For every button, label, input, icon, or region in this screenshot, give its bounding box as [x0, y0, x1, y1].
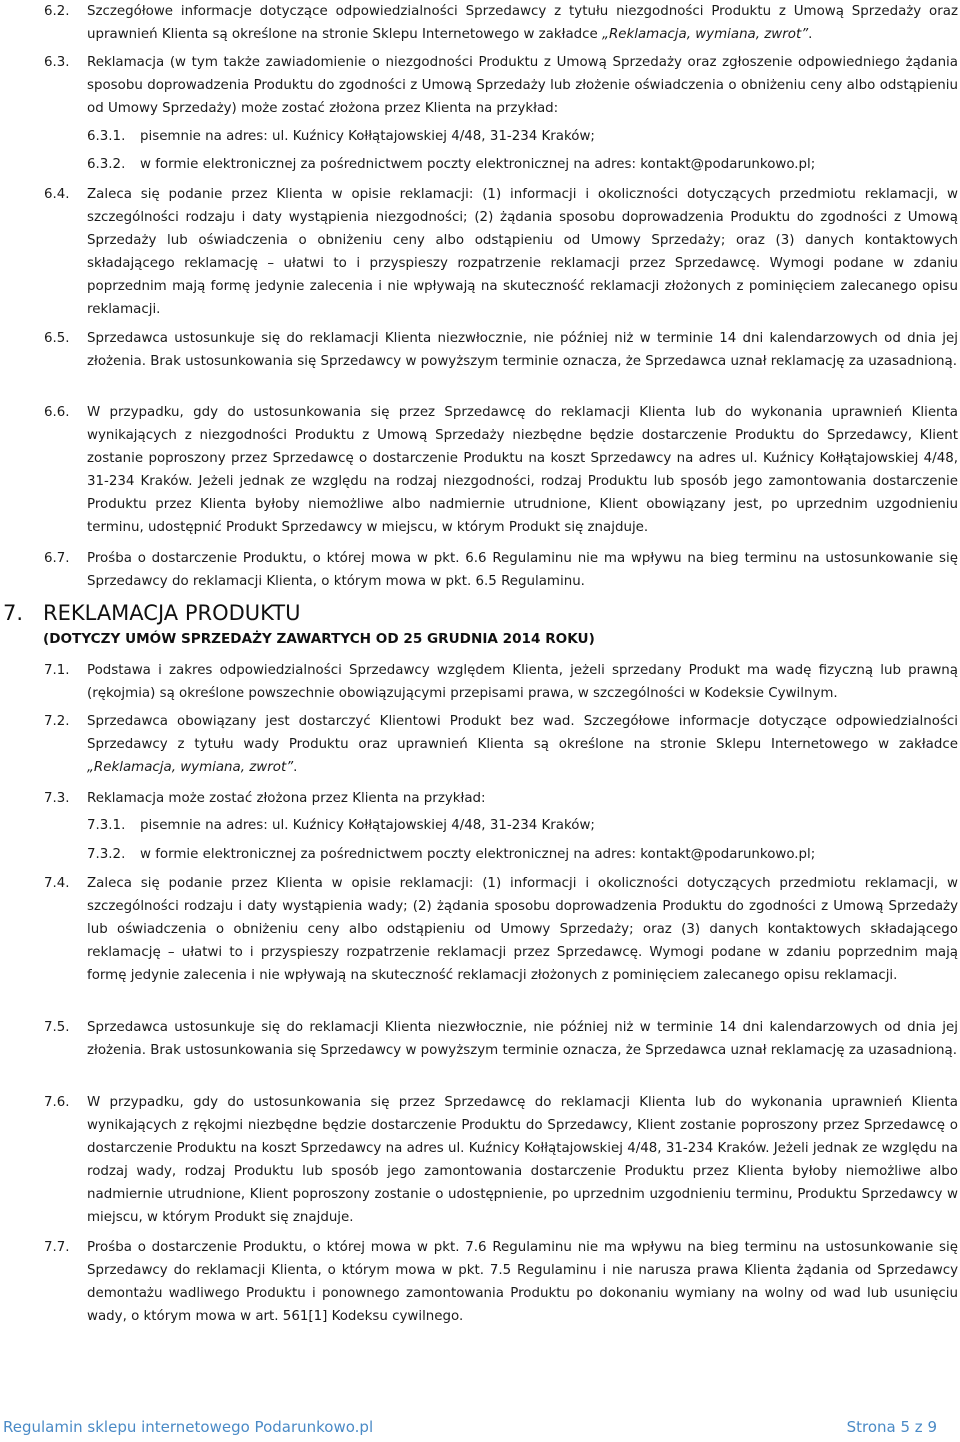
clause-text: W przypadku, gdy do ustosunkowania się przez Sprzedawcę do reklamacji Klienta lub do wykonania uprawnień Klienta wynikających z niezgodności Produktu z Umową Sprzedaży niezbędne będzie dostarczenie Produktu do Sprzedawcy, Klient zostanie poproszony przez Sprzedawcę o dostarczenie Produktu na koszt Sprzedawcy na adres ul. Kuźnicy Kołłątajowskiej 4/48, 31-234 Kraków. Jeżeli jednak ze względu na rodzaj niezgodności, rodzaj Produktu lub sposób jego zamontowania dostarczenie Produktu przez Klienta byłoby niemożliwe albo nadmiernie utrudnione, Klient obowiązany jest, po uprzednim uzgodnieniu terminu, udostępnić Produkt Sprzedawcy w miejscu, w którym Produkt się znajduje. — [87, 405, 958, 535]
clause-text: Prośba o dostarczenie Produktu, o której mowa w pkt. 6.6 Regulaminu nie ma wpływu na bieg terminu na ustosunkowanie się Sprzedawcy do reklamacji Klienta, o którym mowa w pkt. 6.5 Regulaminu. — [87, 551, 958, 589]
clause-7-5 — [0, 1016, 960, 1062]
clause-text: Sprzedawca ustosunkuje się do reklamacji Klienta niezwłocznie, nie później niż w terminie 14 dni kalendarzowych od dnia jej złożenia. Brak ustosunkowania się Sprzedawcy w powyższym terminie oznacza, że Sprzedawca uznał reklamację za uzasadnioną. — [87, 331, 958, 369]
clause-text-part: Szczegółowe informacje dotyczące odpowiedzialności Sprzedawcy z tytułu niezgodności Produktu z Umową Sprzedaży oraz uprawnień Klienta są określone na stronie Sklepu Internetowego w zakładce — [87, 4, 958, 42]
clause-number: 7.2. — [44, 714, 70, 729]
clause-number: 7.3.2. — [87, 847, 126, 862]
tab-name-italic: „Reklamacja, wymiana, zwrot” — [602, 27, 809, 42]
clause-text: pisemnie na adres: ul. Kuźnicy Kołłątajowskiej 4/48, 31-234 Kraków; — [140, 818, 595, 833]
clause-text: Podstawa i zakres odpowiedzialności Sprzedawcy względem Klienta, jeżeli sprzedany Produkt ma wadę fizyczną lub prawną (rękojmia) są określone powszechnie obowiązującymi przepisami prawa, w szczególności w Kodeksie Cywilnym. — [87, 663, 958, 701]
clause-7-2 — [0, 710, 960, 779]
clause-text-part: Sprzedawca obowiązany jest dostarczyć Klientowi Produkt bez wad. Szczegółowe informacje dotyczące odpowiedzialności Sprzedawcy z tytułu wady Produktu oraz uprawnień Klienta są określone na stronie Sklepu Internetowego w zakładce — [87, 714, 958, 752]
clause-number: 7.1. — [44, 663, 70, 678]
clause-number: 6.5. — [44, 331, 70, 346]
clause-number: 7.6. — [44, 1095, 70, 1110]
clause-number: 6.2. — [44, 4, 70, 19]
clause-7-3-2 — [87, 843, 957, 866]
tab-name-italic: „Reklamacja, wymiana, zwrot” — [87, 760, 294, 775]
clause-6-5 — [0, 327, 960, 373]
clause-number: 7.3. — [44, 791, 70, 806]
clause-number: 6.6. — [44, 405, 70, 420]
clause-number: 6.3.1. — [87, 129, 126, 144]
clause-number: 6.3.2. — [87, 157, 126, 172]
clause-7-3 — [0, 787, 960, 810]
clause-7-4 — [0, 872, 960, 987]
clause-number: 6.3. — [44, 55, 70, 70]
page-footer — [0, 1418, 937, 1442]
clause-6-4 — [0, 183, 960, 321]
clause-number: 7.7. — [44, 1240, 70, 1255]
clause-text: w formie elektronicznej za pośrednictwem poczty elektronicznej na adres: kontakt@podarunkowo.pl; — [140, 847, 816, 862]
clause-6-6 — [0, 401, 960, 539]
clause-text: w formie elektronicznej za pośrednictwem poczty elektronicznej na adres: kontakt@podarunkowo.pl; — [140, 157, 816, 172]
clause-text: Prośba o dostarczenie Produktu, o której mowa w pkt. 7.6 Regulaminu nie ma wpływu na bieg terminu na ustosunkowanie się Sprzedawcy do reklamacji Klienta, o którym mowa w pkt. 7.5 Regulaminu i nie narusza prawa Klienta żądania od Sprzedawcy demontażu wadliwego Produktu i ponownego zamontowania Produktu po dokonaniu wymiany na wolny od wad lub usunięciu wady, o którym mowa w art. 561[1] Kodeksu cywilnego. — [87, 1240, 958, 1324]
clause-6-3 — [0, 51, 960, 120]
clause-text: Zaleca się podanie przez Klienta w opisie reklamacji: (1) informacji i okoliczności dotyczących przedmiotu reklamacji, w szczególności rodzaju i daty wystąpienia wady; (2) żądania sposobu doprowadzenia Produktu do zgodności z Umową Sprzedaży lub oświadczenia o obniżeniu ceny albo odstąpieniu od Umowy Sprzedaży; oraz (3) danych kontaktowych składającego reklamację – ułatwi to i przyspieszy rozpatrzenie reklamacji przez Sprzedawcę. Wymogi podane w zdaniu poprzednim mają formę jedynie zalecenia i nie wpływają na skuteczność reklamacji złożonych z pominięciem zalecanego opisu reklamacji. — [87, 876, 958, 983]
clause-7-3-1 — [87, 814, 957, 837]
clause-number: 7.5. — [44, 1020, 70, 1035]
clause-6-3-1 — [87, 125, 957, 148]
clause-6-7 — [0, 547, 960, 593]
clause-number: 6.7. — [44, 551, 70, 566]
clause-text: Zaleca się podanie przez Klienta w opisie reklamacji: (1) informacji i okoliczności dotyczących przedmiotu reklamacji, w szczególności rodzaju i daty wystąpienia niezgodności; (2) żądania sposobu doprowadzenia Produktu do zgodności z Umową Sprzedaży lub oświadczenia o obniżeniu ceny albo odstąpieniu od Umowy Sprzedaży; oraz (3) danych kontaktowych składającego reklamację – ułatwi to i przyspieszy rozpatrzenie reklamacji przez Sprzedawcę. Wymogi podane w zdaniu poprzednim mają formę jedynie zalecenia i nie wpływają na skuteczność reklamacji złożonych z pominięciem zalecanego opisu reklamacji. — [87, 187, 958, 317]
clause-text-part: . — [808, 27, 813, 42]
section-heading — [3, 598, 301, 628]
clause-text: Reklamacja może zostać złożona przez Klienta na przykład: — [87, 791, 486, 806]
clause-7-7 — [0, 1236, 960, 1328]
section-subtitle: (DOTYCZY UMÓW SPRZEDAŻY ZAWARTYCH OD 25 GRUDNIA 2014 ROKU) — [43, 631, 595, 647]
footer-page-indicator — [847, 1418, 937, 1436]
clause-text — [87, 710, 958, 779]
clause-text-part: . — [293, 760, 298, 775]
clause-number: 6.4. — [44, 187, 70, 202]
clause-text: pisemnie na adres: ul. Kuźnicy Kołłątajowskiej 4/48, 31-234 Kraków; — [140, 129, 595, 144]
clause-6-3-2 — [87, 153, 957, 176]
clause-number: 7.3.1. — [87, 818, 126, 833]
footer-current-page: 5 — [900, 1418, 911, 1436]
clause-number: 7.4. — [44, 876, 70, 891]
clause-text — [87, 0, 958, 46]
clause-text: Sprzedawca ustosunkuje się do reklamacji Klienta niezwłocznie, nie później niż w terminie 14 dni kalendarzowych od dnia jej złożenia. Brak ustosunkowania się Sprzedawcy w powyższym terminie oznacza, że Sprzedawca uznał reklamację za uzasadnioną. — [87, 1020, 958, 1058]
section-title: REKLAMACJA PRODUKTU — [43, 601, 301, 625]
clause-7-6 — [0, 1091, 960, 1229]
clause-text: Reklamacja (w tym także zawiadomienie o niezgodności Produktu z Umową Sprzedaży oraz zgłoszenie odpowiedniego żądania sposobu doprowadzenia Produktu do zgodności z Umową Sprzedaży lub złożenie oświadczenia o obniżeniu ceny albo odstąpieniu od Umowy Sprzedaży) może zostać złożona przez Klienta na przykład: — [87, 55, 958, 116]
clause-text: W przypadku, gdy do ustosunkowania się przez Sprzedawcę do reklamacji Klienta lub do wykonania uprawnień Klienta wynikających z rękojmi niezbędne będzie dostarczenie Produktu do Sprzedawcy, Klient zostanie poproszony przez Sprzedawcę o dostarczenie Produktu na koszt Sprzedawcy na adres ul. Kuźnicy Kołłątajowskiej 4/48, 31-234 Kraków. Jeżeli jednak ze względu na rodzaj wady, rodzaj Produktu lub sposób jego zamontowania dostarczenie Produktu przez Klienta byłoby niemożliwe albo nadmiernie utrudnione, Klient poproszony zostanie o udostępnienie, po uprzednim uzgodnieniu terminu, Produktu Sprzedawcy w miejscu, w którym Produkt się znajduje. — [87, 1095, 958, 1225]
footer-page-separator: z — [910, 1418, 928, 1436]
footer-page-label: Strona — [846, 1418, 901, 1436]
section-number: 7. — [3, 601, 24, 625]
footer-total-pages: 9 — [927, 1418, 937, 1436]
clause-6-2 — [0, 0, 960, 46]
clause-7-1 — [0, 659, 960, 705]
footer-document-title: Regulamin sklepu internetowego Podarunkowo.pl — [3, 1418, 374, 1436]
